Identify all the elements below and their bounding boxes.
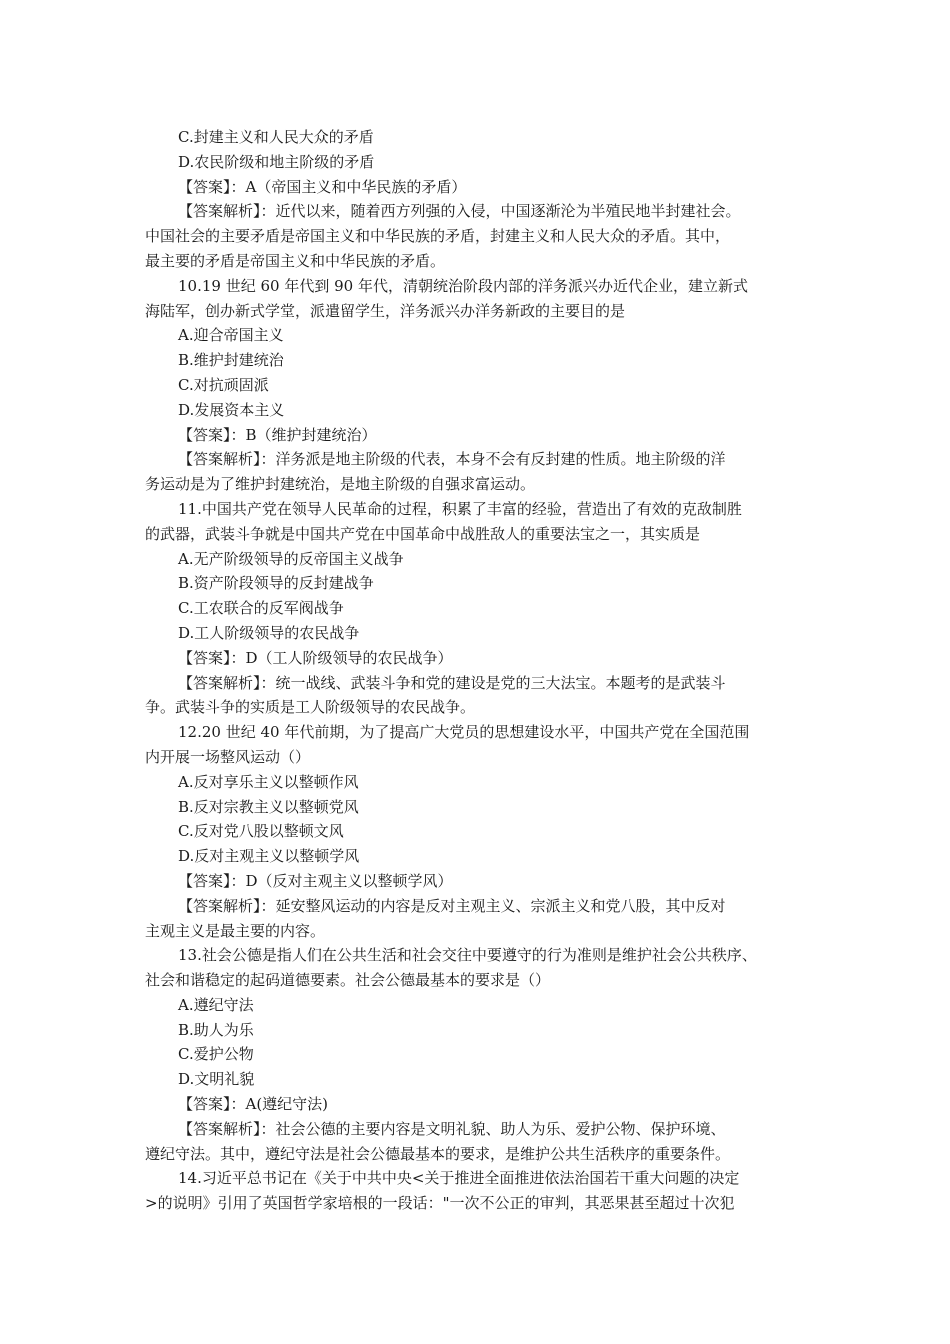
option-line: A.遵纪守法 <box>178 995 254 1014</box>
option-line: B.反对宗教主义以整顿党风 <box>178 797 359 816</box>
option-line: B.助人为乐 <box>178 1020 254 1039</box>
answer-line: 【答案】：D（反对主观主义以整顿学风） <box>178 871 453 890</box>
question-line: 10.19 世纪 60 年代到 90 年代，清朝统治阶段内部的洋务派兴办近代企业，建立新式 <box>178 276 748 295</box>
analysis-line: 务运动是为了维护封建统治，是地主阶级的自强求富运动。 <box>145 475 536 494</box>
analysis-line: 中国社会的主要矛盾是帝国主义和中华民族的矛盾，封建主义和人民大众的矛盾。其中， <box>145 227 731 246</box>
option-line: C.封建主义和人民大众的矛盾 <box>178 128 374 146</box>
answer-line: 【答案】：A(遵纪守法) <box>178 1095 329 1114</box>
analysis-line: 最主要的矛盾是帝国主义和中华民族的矛盾。 <box>145 251 446 270</box>
option-line: B.资产阶段领导的反封建战争 <box>178 574 374 593</box>
question-line: 12.20 世纪 40 年代前期，为了提高广大党员的思想建设水平，中国共产党在全国范围 <box>178 723 750 742</box>
document-page <box>145 125 825 1216</box>
analysis-line: 【答案解析】：洋务派是地主阶级的代表，本身不会有反封建的性质。地主阶级的洋 <box>178 450 726 469</box>
answer-line: 【答案】：D（工人阶级领导的农民战争） <box>178 648 453 667</box>
analysis-line: 主观主义是最主要的内容。 <box>145 921 326 940</box>
question-line: 内开展一场整风运动（） <box>145 747 311 766</box>
option-line: A.反对享乐主义以整顿作风 <box>178 772 359 791</box>
option-line: D.农民阶级和地主阶级的矛盾 <box>178 152 375 171</box>
analysis-line: 【答案解析】：统一战线、武装斗争和党的建设是党的三大法宝。本题考的是武装斗 <box>178 673 726 692</box>
option-line: D.文明礼貌 <box>178 1070 255 1089</box>
analysis-line: 【答案解析】：延安整风运动的内容是反对主观主义、宗派主义和党八股，其中反对 <box>178 896 726 915</box>
analysis-line: 【答案解析】：社会公德的主要内容是文明礼貌、助人为乐、爱护公物、保护环境、 <box>178 1119 726 1138</box>
option-line: A.无产阶级领导的反帝国主义战争 <box>178 549 404 568</box>
question-line: 的武器，武装斗争就是中国共产党在中国革命中战胜敌人的重要法宝之一，其实质是 <box>145 524 701 543</box>
option-line: D.反对主观主义以整顿学风 <box>178 847 360 866</box>
analysis-line: 【答案解析】：近代以来，随着西方列强的入侵，中国逐渐沦为半殖民地半封建社会。 <box>178 202 741 221</box>
option-line: A.迎合帝国主义 <box>178 326 284 345</box>
option-line: D.工人阶级领导的农民战争 <box>178 623 360 642</box>
option-line: D.发展资本主义 <box>178 400 285 419</box>
question-line: 13.社会公德是指人们在公共生活和社会交往中要遵守的行为准则是维护社会公共秩序、 <box>178 946 757 965</box>
option-line: C.对抗顽固派 <box>178 375 269 394</box>
question-line: >的说明》引用了英国哲学家培根的一段话："一次不公正的审判，其恶果甚至超过十次犯 <box>145 1194 735 1213</box>
option-line: C.反对党八股以整顿文风 <box>178 822 344 841</box>
analysis-line: 遵纪守法。其中，遵纪守法是社会公德最基本的要求，是维护公共生活秩序的重要条件。 <box>145 1144 731 1163</box>
option-line: C.工农联合的反军阀战争 <box>178 599 344 618</box>
answer-line: 【答案】：B（维护封建统治） <box>178 425 377 444</box>
option-line: C.爱护公物 <box>178 1045 254 1064</box>
question-line: 海陆军，创办新式学堂，派遣留学生，洋务派兴办洋务新政的主要目的是 <box>145 301 626 320</box>
analysis-line: 争。武装斗争的实质是工人阶级领导的农民战争。 <box>145 698 476 717</box>
option-line: B.维护封建统治 <box>178 351 284 370</box>
answer-line: 【答案】：A（帝国主义和中华民族的矛盾） <box>178 177 467 196</box>
question-line: 14.习近平总书记在《关于中共中央<关于推进全面推进依法治国若干重大问题的决定 <box>178 1169 740 1188</box>
question-line: 社会和谐稳定的起码道德要素。社会公德最基本的要求是（） <box>145 971 551 990</box>
question-line: 11.中国共产党在领导人民革命的过程，积累了丰富的经验，营造出了有效的克敌制胜 <box>178 499 742 518</box>
